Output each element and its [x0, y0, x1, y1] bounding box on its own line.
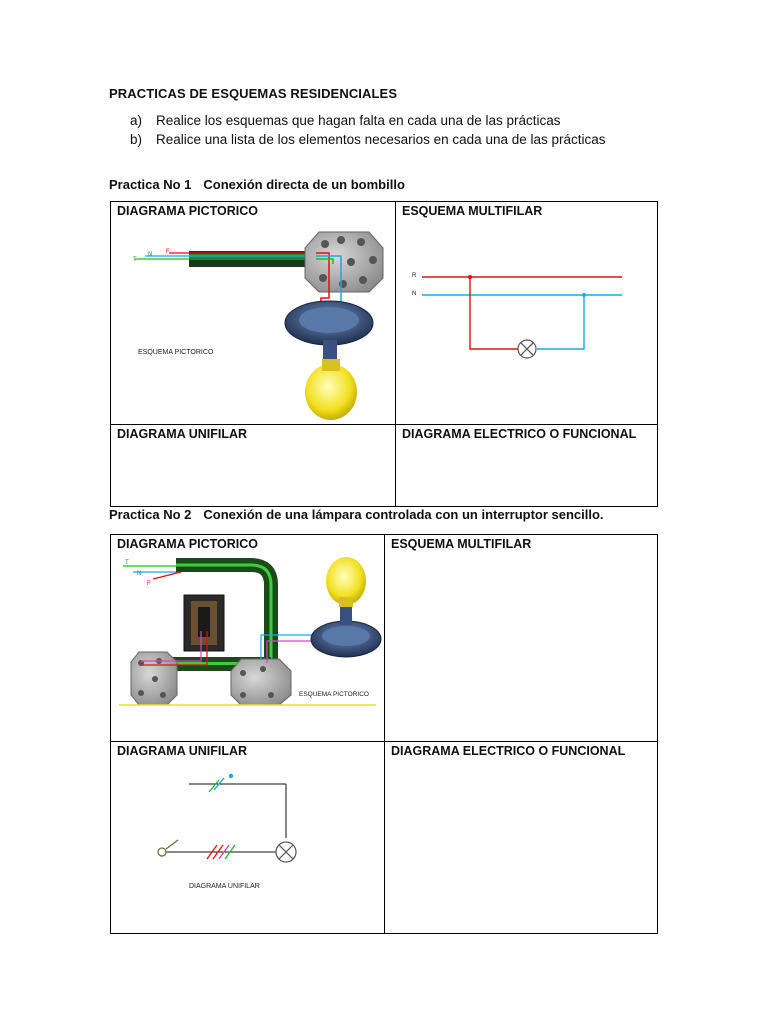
pictorial-caption: ESQUEMA PICTORICO [138, 349, 214, 356]
practice-title: Conexión directa de un bombillo [203, 177, 405, 192]
cell-diagrama-unifilar [111, 742, 384, 933]
junction-box [231, 659, 291, 705]
wire-label-t: T [125, 560, 129, 566]
cell-label: ESQUEMA MULTIFILAR [402, 204, 543, 218]
cell-label: DIAGRAMA ELECTRICO O FUNCIONAL [402, 427, 637, 441]
pictorial-caption: ESQUEMA PICTORICO [299, 691, 369, 698]
wire-label-n: N [137, 571, 142, 577]
wire-label-f: F [166, 249, 170, 255]
practice-2-table [110, 534, 658, 934]
page-title: PRACTICAS DE ESQUEMAS RESIDENCIALES [109, 86, 398, 101]
instruction-text: Realice los esquemas que hagan falta en cada una de las prácticas [156, 113, 561, 128]
unifilar-caption: DIAGRAMA UNIFILAR [189, 883, 260, 890]
wire-label-n: N [148, 252, 153, 258]
practice-2-heading [109, 507, 604, 522]
cell-esquema-multifilar [396, 202, 658, 424]
cell-diagrama-pictorico [111, 535, 384, 741]
lamp-symbol-icon [276, 842, 296, 862]
practice-1-table [110, 201, 658, 507]
cell-esquema-multifilar [385, 535, 658, 741]
cell-diagrama-funcional [396, 425, 658, 506]
pictorial-diagram [111, 202, 395, 424]
light-bulb-icon [305, 364, 357, 420]
practice-number: Practica No 1 [109, 177, 192, 192]
instruction-marker: a) [130, 113, 143, 128]
practice-number: Practica No 2 [109, 507, 192, 522]
instruction-b [130, 132, 606, 147]
wire-label-t: T [133, 257, 137, 263]
cell-label: DIAGRAMA PICTORICO [117, 537, 258, 551]
multifilar-diagram [396, 202, 658, 424]
cell-label: DIAGRAMA ELECTRICO O FUNCIONAL [391, 744, 626, 758]
wire-label-f: F [147, 581, 151, 587]
cell-diagrama-funcional [385, 742, 658, 933]
lamp-symbol-icon [518, 340, 536, 358]
pictorial-diagram [111, 535, 384, 741]
practice-1-heading [109, 177, 405, 192]
unifilar-diagram [111, 742, 384, 933]
instruction-text: Realice una lista de los elementos necesarios en cada una de las prácticas [156, 132, 606, 147]
cell-diagrama-unifilar [111, 425, 395, 506]
cell-diagrama-pictorico [111, 202, 395, 424]
wire-label-r: R [412, 273, 417, 279]
switch-symbol-icon [158, 840, 178, 856]
cell-label: DIAGRAMA PICTORICO [117, 204, 258, 218]
instruction-a [130, 113, 561, 128]
cell-label: DIAGRAMA UNIFILAR [117, 744, 248, 758]
wire-label-n: N [412, 291, 417, 297]
instruction-marker: b) [130, 132, 143, 147]
cell-label: DIAGRAMA UNIFILAR [117, 427, 248, 441]
practice-title: Conexión de una lámpara controlada con un interruptor sencillo. [203, 507, 604, 522]
cell-label: ESQUEMA MULTIFILAR [391, 537, 532, 551]
